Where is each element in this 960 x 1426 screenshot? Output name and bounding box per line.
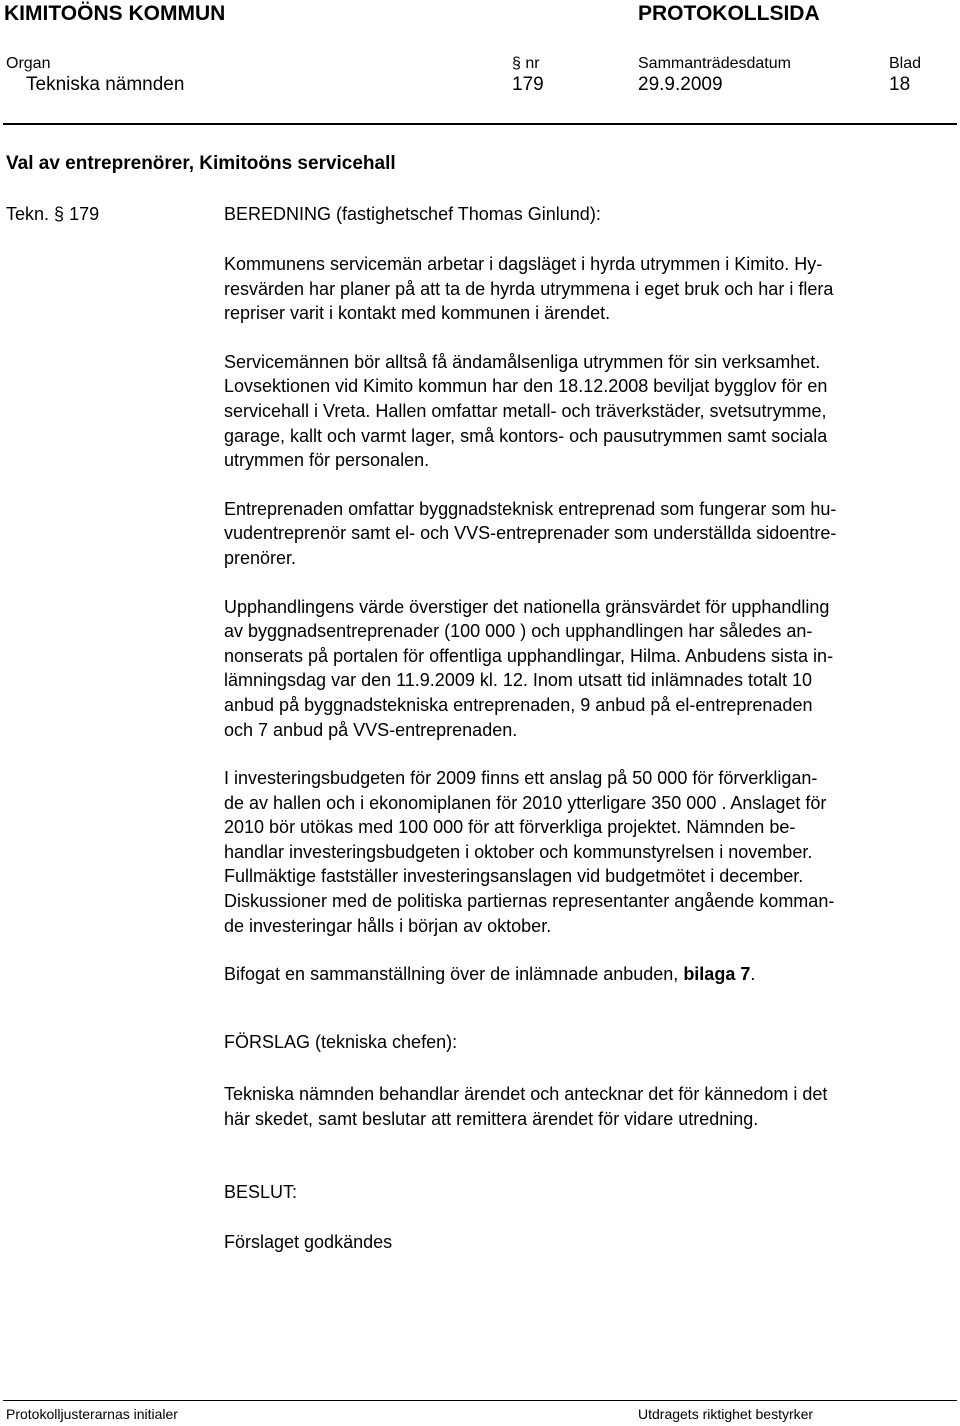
text-line: I investeringsbudgeten för 2009 finns ett anslag på 50 000 för förverkligan- [224, 768, 818, 789]
section-symbol: § [512, 55, 521, 72]
case-side-number: 179 [69, 204, 100, 224]
text-line: Tekniska nämnden behandlar ärendet och antecknar det för kännedom i det [224, 1084, 828, 1104]
attachment-text: Bifogat en sammanställning över de inlämnade anbuden, [224, 964, 684, 985]
proposal-text [224, 1082, 948, 1131]
text-line: Servicemännen bör alltså få ändamålsenliga utrymmen för sin verksamhet. [224, 351, 821, 372]
paragraph-3 [224, 497, 948, 571]
text-line: nonserats på portalen för offentliga upphandlingar, Hilma. Anbudens sista in- [224, 645, 834, 666]
text-line: utrymmen för personalen. [224, 450, 430, 471]
text-line: lämningsdag var den 11.9.2009 kl. 12. Inom utsatt tid inlämnades totalt 10 [224, 670, 813, 691]
footer-divider [3, 1400, 957, 1401]
proposal-heading: FÖRSLAG (tekniska chefen): [224, 1032, 458, 1052]
text-line: handlar investeringsbudgeten i oktober och kommunstyrelsen i november. [224, 841, 813, 862]
text-line: här skedet, samt beslutar att remittera ärendet för vidare utredning. [224, 1108, 759, 1129]
text-line: Diskussioner med de politiska partiernas representanter angående komman- [224, 891, 835, 912]
organ-value: Tekniska nämnden [26, 74, 185, 95]
page-type: PROTOKOLLSIDA [638, 2, 820, 25]
text-line: de investeringar hålls i början av oktober. [224, 915, 552, 936]
paragraph-5 [224, 766, 948, 938]
case-reference [6, 204, 99, 225]
text-line: garage, kallt och varmt lager, små kontors- och pausutrymmen samt sociala [224, 425, 828, 446]
text-line [224, 962, 948, 987]
text-line: av byggnadsentreprenader (100 000 ) och upphandlingen har således an- [224, 621, 813, 642]
text-line: och 7 anbud på VVS-entreprenaden. [224, 719, 518, 740]
text-line: Upphandlingens värde överstiger det nationella gränsvärdet för upphandling [224, 596, 830, 617]
text-line: anbud på byggnadstekniska entreprenaden, 9 anbud på el-entreprenaden [224, 694, 813, 715]
document-body [224, 252, 948, 987]
page-value: 18 [889, 74, 911, 95]
text-line: 2010 bör utökas med 100 000 för att förverkliga projektet. Nämnden be- [224, 817, 796, 838]
paragraph-4 [224, 595, 948, 743]
text-line: de av hallen och i ekonomiplanen för 2010 ytterligare 350 000 . Anslaget för [224, 792, 827, 813]
case-side-label: Tekn. [6, 204, 50, 224]
date-label: Sammanträdesdatum [638, 55, 791, 72]
decision-text: Förslaget godkändes [224, 1232, 393, 1252]
text-line: Entreprenaden omfattar byggnadsteknisk entreprenad som fungerar som hu- [224, 498, 837, 519]
text-line: repriser varit i kontakt med kommunen i ärendet. [224, 303, 611, 324]
paragraph-6 [224, 962, 948, 987]
section-label [512, 55, 540, 73]
paragraph-1 [224, 252, 948, 326]
text-line: Lovsektionen vid Kimito kommun har den 18.12.2008 beviljat bygglov för en [224, 376, 828, 397]
text-line: Kommunens servicemän arbetar i dagsläget i hyrda utrymmen i Kimito. Hy- [224, 254, 823, 274]
page-label: Blad [889, 55, 922, 72]
footer-certification-label: Utdragets riktighet bestyrker [638, 1406, 814, 1422]
preparation-heading: BEREDNING (fastighetschef Thomas Ginlund): [224, 204, 601, 224]
footer-initials-label: Protokolljusterarnas initialer [6, 1406, 178, 1422]
text-line: prenörer. [224, 547, 297, 568]
proposal-body [224, 1082, 948, 1131]
nr-value: 179 [512, 74, 544, 95]
attachment-reference: bilaga 7 [683, 964, 751, 985]
organ-label: Organ [6, 55, 51, 72]
decision-heading: BESLUT: [224, 1182, 298, 1202]
paragraph-2 [224, 350, 948, 473]
text-line: vudentreprenör samt el- och VVS-entreprenader som underställda sidoentre- [224, 523, 837, 544]
case-section-symbol: § [54, 204, 65, 224]
text-line: Fullmäktige fastställer investeringsanslagen vid budgetmötet i december. [224, 866, 804, 887]
text-line: servicehall i Vreta. Hallen omfattar metall- och träverkstäder, svetsutrymme, [224, 400, 827, 421]
case-title: Val av entreprenörer, Kimitoöns servicehall [6, 153, 396, 174]
nr-label: nr [525, 55, 540, 72]
header-divider [3, 123, 957, 125]
date-value: 29.9.2009 [638, 74, 723, 95]
attachment-end: . [750, 964, 756, 985]
municipality-name: KIMITOÖNS KOMMUN [4, 2, 226, 25]
text-line: resvärden har planer på att ta de hyrda utrymmena i eget bruk och har i flera [224, 278, 834, 299]
